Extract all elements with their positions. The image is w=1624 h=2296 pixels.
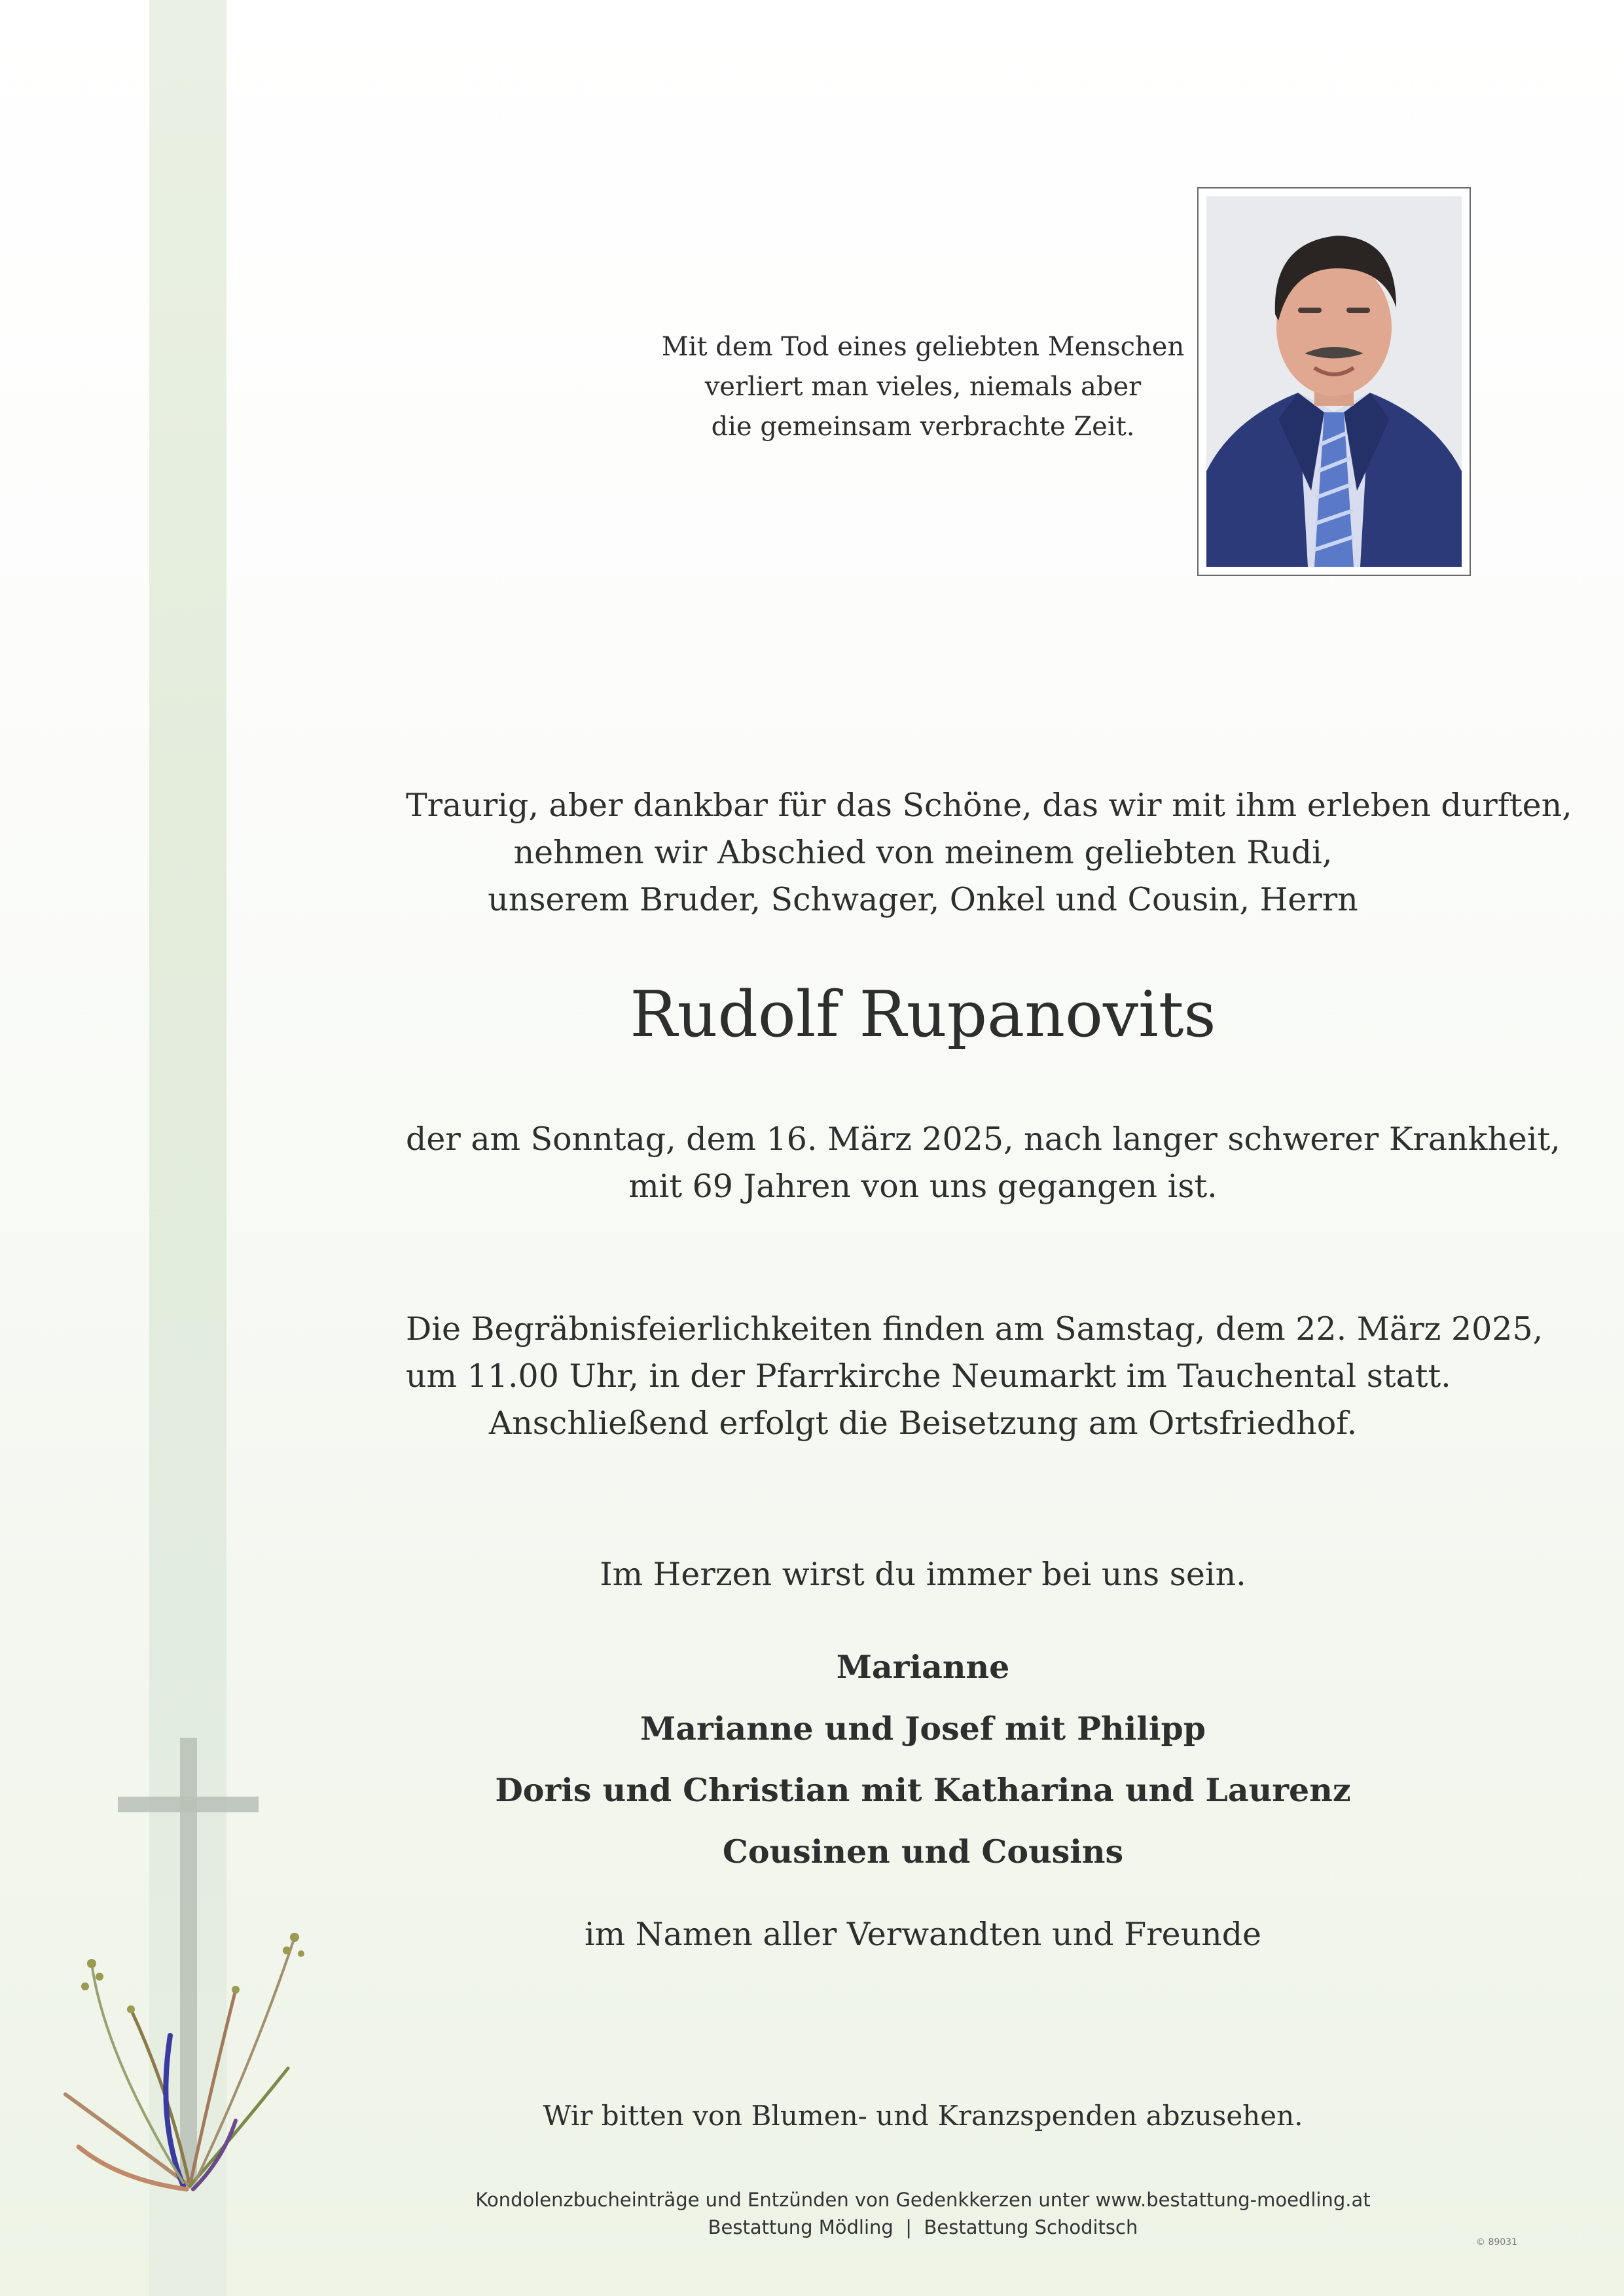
family-list xyxy=(406,1636,1440,1882)
funeral-info xyxy=(406,1306,1543,1447)
relatives-line: im Namen aller Verwandten und Freunde xyxy=(584,1916,1262,1953)
print-code: © 89031 xyxy=(1476,2237,1517,2248)
family-member: Cousinen und Cousins xyxy=(722,1833,1124,1871)
funeral-line: um 11.00 Uhr, in der Pfarrkirche Neumarkt im Tauchental statt. xyxy=(406,1357,1451,1395)
intro-line: Traurig, aber dankbar für das Schöne, das wir mit ihm erleben durften, xyxy=(406,787,1572,824)
family-member: Marianne xyxy=(836,1648,1010,1686)
heart-line: Im Herzen wirst du immer bei uns sein. xyxy=(600,1556,1246,1593)
intro-text xyxy=(406,782,1572,924)
footer-website-line: Kondolenzbucheinträge und Entzünden von Gedenkkerzen unter www.bestattung-moedling.at xyxy=(475,2189,1371,2211)
funeral-line: Anschließend erfolgt die Beisetzung am Ortsfriedhof. xyxy=(488,1405,1358,1442)
footer xyxy=(406,2186,1440,2241)
funeral-line: Die Begräbnisfeierlichkeiten finden am Samstag, dem 22. März 2025, xyxy=(406,1310,1543,1348)
deceased-name: Rudolf Rupanovits xyxy=(630,978,1216,1051)
death-notice xyxy=(406,1116,1561,1210)
intro-line: unserem Bruder, Schwager, Onkel und Cousin, Herrn xyxy=(488,881,1358,918)
motto-line: die gemeinsam verbrachte Zeit. xyxy=(711,412,1135,442)
motto-quote xyxy=(406,327,1440,447)
family-member: Marianne und Josef mit Philipp xyxy=(640,1710,1206,1748)
death-line: der am Sonntag, dem 16. März 2025, nach langer schwerer Krankheit, xyxy=(406,1121,1561,1158)
motto-line: verliert man vieles, niemals aber xyxy=(704,372,1142,402)
family-member: Doris und Christian mit Katharina und Laurenz xyxy=(495,1771,1351,1809)
death-line: mit 69 Jahren von uns gegangen ist. xyxy=(628,1168,1218,1205)
footer-undertakers: Bestattung Mödling | Bestattung Schoditsch xyxy=(708,2216,1138,2238)
motto-line: Mit dem Tod eines geliebten Menschen xyxy=(661,332,1185,362)
cross-with-grass-icon xyxy=(39,1728,327,2225)
intro-line: nehmen wir Abschied von meinem geliebten Rudi, xyxy=(513,834,1333,871)
flowers-request: Wir bitten von Blumen- und Kranzspenden abzusehen. xyxy=(543,2100,1303,2132)
